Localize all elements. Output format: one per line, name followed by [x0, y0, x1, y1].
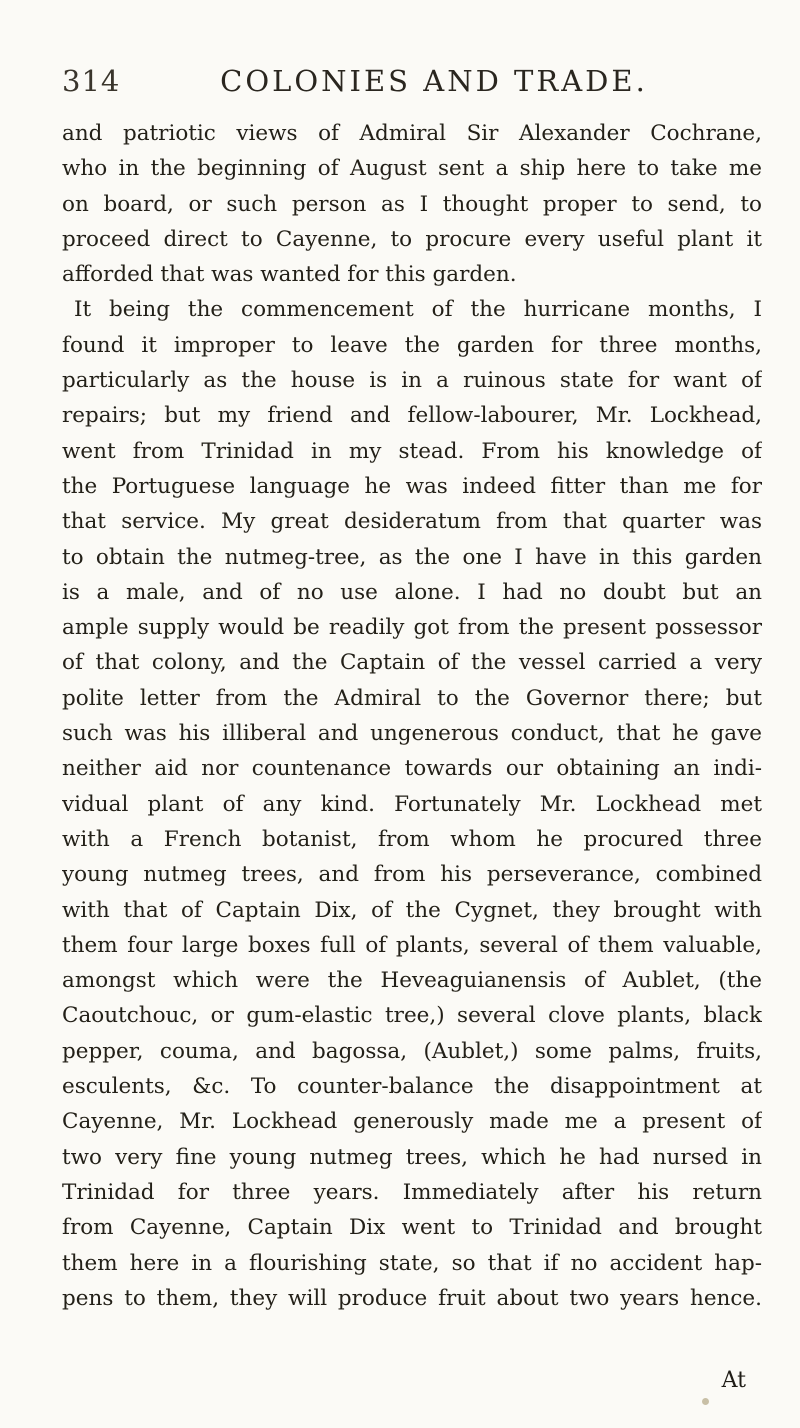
text-line: esculents, &c. To counter-balance the disappointment at — [62, 1074, 762, 1100]
text-line: polite letter from the Admiral to the Governor there; but — [62, 685, 762, 711]
text-line: two very fine young nutmeg trees, which he had nursed in — [62, 1144, 762, 1170]
text-line: Caoutchouc, or gum-elastic tree,) several clove plants, black — [62, 1003, 762, 1029]
text-line: on board, or such person as I thought proper to send, to — [62, 191, 762, 217]
text-line: the Portuguese language he was indeed fitter than me for — [62, 473, 762, 499]
text-line: vidual plant of any kind. Fortunately Mr. Lockhead met — [62, 791, 762, 817]
text-line: pens to them, they will produce fruit about two years hence. — [62, 1285, 762, 1311]
text-line: is a male, and of no use alone. I had no doubt but an — [62, 579, 762, 605]
text-line: went from Trinidad in my stead. From his knowledge of — [62, 438, 762, 464]
text-line: It being the commencement of the hurricane months, I — [74, 297, 762, 323]
running-title: COLONIES AND TRADE. — [220, 64, 648, 98]
text-line: from Cayenne, Captain Dix went to Trinidad and brought — [62, 1215, 762, 1241]
text-line: particularly as the house is in a ruinous state for want of — [62, 368, 762, 394]
page-number: 314 — [62, 64, 121, 98]
text-line: with a French botanist, from whom he procured three — [62, 826, 762, 852]
text-line: to obtain the nutmeg-tree, as the one I have in this garden — [62, 544, 762, 570]
text-line: afforded that was wanted for this garden. — [62, 262, 517, 288]
paper-speck — [702, 1398, 709, 1405]
text-line: found it improper to leave the garden for three months, — [62, 332, 762, 358]
text-line: amongst which were the Heveaguianensis of Aublet, (the — [62, 968, 762, 994]
text-line: young nutmeg trees, and from his perseverance, combined — [62, 862, 762, 888]
text-line: them here in a flourishing state, so that if no accident hap- — [62, 1250, 762, 1276]
text-line: and patriotic views of Admiral Sir Alexander Cochrane, — [62, 121, 762, 146]
text-line: them four large boxes full of plants, several of them valuable, — [62, 932, 762, 958]
text-line: neither aid nor countenance towards our obtaining an indi- — [62, 756, 762, 782]
text-line: repairs; but my friend and fellow-labourer, Mr. Lockhead, — [62, 403, 762, 429]
text-line: ample supply would be readily got from the present possessor — [62, 615, 762, 641]
text-line: proceed direct to Cayenne, to procure every useful plant it — [62, 226, 762, 252]
text-line: Trinidad for three years. Immediately after his return — [62, 1179, 762, 1205]
catchword: At — [721, 1368, 746, 1393]
text-line: pepper, couma, and bagossa, (Aublet,) some palms, fruits, — [62, 1038, 762, 1064]
text-line: Cayenne, Mr. Lockhead generously made me a present of — [62, 1109, 762, 1135]
text-line: of that colony, and the Captain of the vessel carried a very — [62, 650, 762, 676]
text-line: who in the beginning of August sent a ship here to take me — [62, 156, 762, 182]
text-line: with that of Captain Dix, of the Cygnet, they brought with — [62, 897, 762, 923]
body-text — [62, 116, 762, 1316]
text-line: such was his illiberal and ungenerous conduct, that he gave — [62, 721, 762, 747]
text-line: that service. My great desideratum from that quarter was — [62, 509, 762, 535]
running-head — [62, 64, 752, 108]
